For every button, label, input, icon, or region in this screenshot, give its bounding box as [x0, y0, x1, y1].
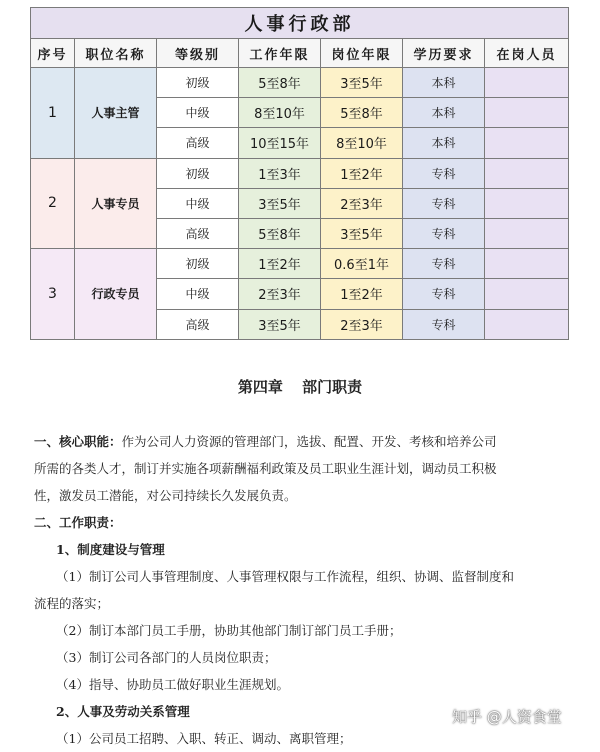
duty-item-continued: 流程的落实；: [34, 596, 110, 611]
header-staff: 在岗人员: [485, 39, 569, 68]
staffing-table: [30, 7, 569, 340]
header-work-years: 工作年限: [239, 39, 321, 68]
work-years-cell: 8至10年: [239, 98, 321, 128]
duty-item: （3）制订公司各部门的人员岗位职责；: [56, 650, 277, 665]
staff-cell: [485, 158, 569, 188]
staff-cell: [485, 249, 569, 279]
level-cell: 高级: [157, 128, 239, 158]
work-years-cell: 3至5年: [239, 309, 321, 339]
core-function-label: 一、核心职能：: [34, 434, 122, 449]
duty-item: （1）公司员工招聘、入职、转正、调动、离职管理；: [56, 731, 352, 746]
work-years-cell: 2至3年: [239, 279, 321, 309]
header-position: 职位名称: [75, 39, 157, 68]
education-cell: 专科: [403, 309, 485, 339]
subheading-labor-relations: 2、人事及劳动关系管理: [56, 704, 190, 719]
work-years-cell: 5至8年: [239, 68, 321, 98]
work-years-cell: 1至2年: [239, 249, 321, 279]
post-years-cell: 2至3年: [321, 309, 403, 339]
core-function-line-2: 所需的各类人才，制订并实施各项薪酬福利政策及员工职业生涯计划，调动员工积极: [34, 461, 497, 476]
level-cell: 初级: [157, 249, 239, 279]
work-years-cell: 5至8年: [239, 218, 321, 248]
staff-cell: [485, 279, 569, 309]
seq-cell: 2: [31, 158, 75, 249]
duty-item: （2）制订本部门员工手册，协助其他部门制订部门员工手册；: [56, 623, 402, 638]
level-cell: 高级: [157, 218, 239, 248]
table-header-row: [31, 39, 569, 68]
document-body: [34, 428, 568, 752]
post-years-cell: 0.6至1年: [321, 249, 403, 279]
staff-cell: [485, 128, 569, 158]
post-years-cell: 8至10年: [321, 128, 403, 158]
watermark: 知乎 @人资食堂: [452, 708, 562, 726]
education-cell: 专科: [403, 158, 485, 188]
post-years-cell: 1至2年: [321, 279, 403, 309]
header-level: 等级别: [157, 39, 239, 68]
post-years-cell: 3至5年: [321, 218, 403, 248]
chapter-heading: 第四章 部门职责: [237, 378, 363, 396]
header-education: 学历要求: [403, 39, 485, 68]
position-cell: 人事主管: [75, 68, 157, 159]
duty-item: （1）制订公司人事管理制度、人事管理权限与工作流程，组织、协调、监督制度和: [56, 569, 514, 584]
staff-cell: [485, 188, 569, 218]
duties-heading: 二、工作职责：: [34, 515, 122, 530]
level-cell: 初级: [157, 68, 239, 98]
post-years-cell: 5至8年: [321, 98, 403, 128]
work-years-cell: 1至3年: [239, 158, 321, 188]
work-years-cell: 10至15年: [239, 128, 321, 158]
education-cell: 专科: [403, 279, 485, 309]
seq-cell: 1: [31, 68, 75, 159]
post-years-cell: 1至2年: [321, 158, 403, 188]
education-cell: 专科: [403, 249, 485, 279]
post-years-cell: 2至3年: [321, 188, 403, 218]
duty-item: （4）指导、协助员工做好职业生涯规划。: [56, 677, 289, 692]
education-cell: 本科: [403, 128, 485, 158]
staff-cell: [485, 98, 569, 128]
level-cell: 中级: [157, 279, 239, 309]
education-cell: 本科: [403, 68, 485, 98]
staffing-table-wrapper: [30, 7, 568, 340]
seq-cell: 3: [31, 249, 75, 340]
core-function-line-1: [34, 428, 568, 455]
header-post-years: 岗位年限: [321, 39, 403, 68]
education-cell: 专科: [403, 218, 485, 248]
core-function-line-3: 性，激发员工潜能，对公司持续长久发展负责。: [34, 488, 297, 503]
position-cell: 人事专员: [75, 158, 157, 249]
core-function-text: 作为公司人力资源的管理部门，选拔、配置、开发、考核和培养公司: [121, 434, 497, 449]
subheading-system-management: 1、制度建设与管理: [56, 542, 165, 557]
staff-cell: [485, 309, 569, 339]
table-row: [31, 158, 569, 188]
staff-cell: [485, 68, 569, 98]
level-cell: 高级: [157, 309, 239, 339]
level-cell: 中级: [157, 188, 239, 218]
education-cell: 专科: [403, 188, 485, 218]
work-years-cell: 3至5年: [239, 188, 321, 218]
level-cell: 初级: [157, 158, 239, 188]
header-seq: 序号: [31, 39, 75, 68]
education-cell: 本科: [403, 98, 485, 128]
table-title: 人事行政部: [31, 8, 569, 39]
level-cell: 中级: [157, 98, 239, 128]
position-cell: 行政专员: [75, 249, 157, 340]
staff-cell: [485, 218, 569, 248]
post-years-cell: 3至5年: [321, 68, 403, 98]
table-row: [31, 249, 569, 279]
table-row: [31, 68, 569, 98]
